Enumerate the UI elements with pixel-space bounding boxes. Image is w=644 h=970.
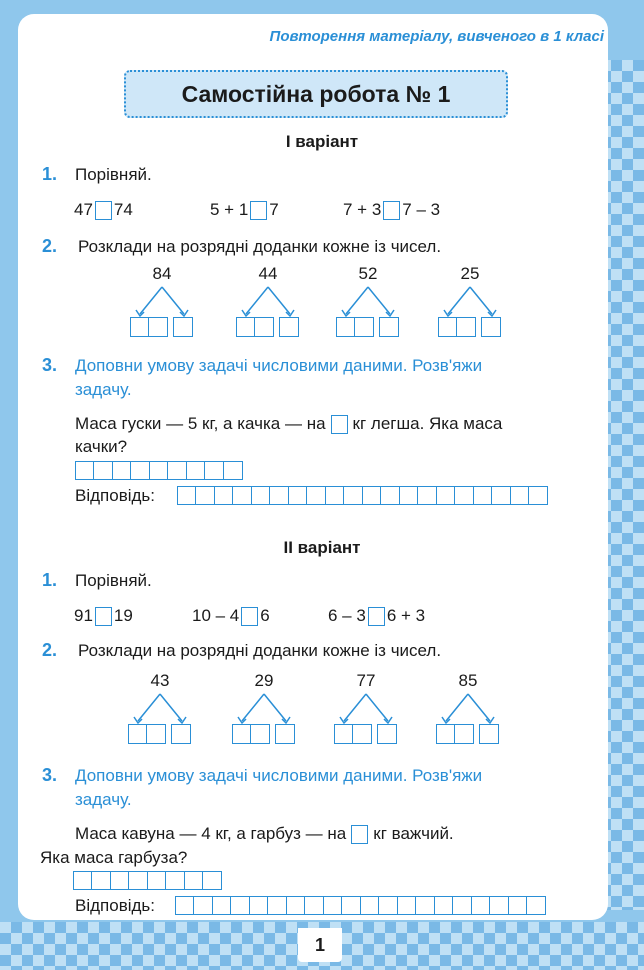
v1-task1-text: Порівняй.: [75, 165, 152, 184]
answer-cell[interactable]: [360, 896, 380, 915]
compare-box[interactable]: [368, 607, 385, 626]
answer-cell[interactable]: [452, 896, 472, 915]
arrows-icon: [328, 284, 408, 318]
answer-cell[interactable]: [148, 317, 168, 337]
v2-task2-text: Розклади на розрядні доданки кожне із чисел.: [78, 641, 442, 660]
answer-cell[interactable]: [397, 896, 417, 915]
answer-cell[interactable]: [325, 486, 345, 505]
answer-cell[interactable]: [473, 486, 493, 505]
problem-blank-box[interactable]: [331, 415, 348, 434]
answer-cell[interactable]: [526, 896, 546, 915]
compare-box[interactable]: [250, 201, 267, 220]
decomposition-number: 43: [150, 671, 170, 690]
problem-text-part1: Маса гуски — 5 кг, а качка — на: [75, 414, 326, 433]
answer-cell[interactable]: [288, 486, 308, 505]
answer-cell[interactable]: [232, 486, 252, 505]
answer-cell[interactable]: [269, 486, 289, 505]
decomposition-number: 84: [152, 264, 172, 283]
v2-task3-number: 3.: [42, 765, 58, 785]
answer-cell[interactable]: [399, 486, 419, 505]
v1-compare-3: [343, 200, 440, 220]
problem-text-part2: кг важчий.: [373, 824, 454, 843]
compare-left: 47: [74, 200, 93, 219]
decomposition-number: 29: [254, 671, 274, 690]
answer-cell[interactable]: [528, 486, 548, 505]
v1-task3-text-line2: задачу.: [75, 380, 132, 399]
variant-1-heading: I варіант: [285, 132, 359, 151]
answer-cell[interactable]: [481, 317, 501, 337]
answer-cell[interactable]: [230, 896, 250, 915]
v2-problem-line1: [75, 824, 454, 844]
v2-compare-3: [328, 606, 425, 626]
answer-cell[interactable]: [232, 724, 252, 744]
compare-right: 7: [269, 200, 279, 219]
compare-left: 5 + 1: [210, 200, 249, 219]
arrows-icon: [224, 691, 304, 725]
answer-cell[interactable]: [165, 871, 185, 890]
page-title: Самостійна робота № 1: [124, 70, 508, 118]
arrows-icon: [228, 284, 308, 318]
answer-cell[interactable]: [214, 486, 234, 505]
v1-compare-1: [74, 200, 133, 220]
answer-cell[interactable]: [147, 871, 167, 890]
answer-cell[interactable]: [251, 486, 271, 505]
v2-decomposition-2: [224, 671, 304, 744]
answer-cell[interactable]: [204, 461, 224, 480]
compare-box[interactable]: [95, 201, 112, 220]
answer-cell[interactable]: [436, 724, 456, 744]
answer-cell[interactable]: [254, 317, 274, 337]
answer-cell[interactable]: [175, 896, 195, 915]
v1-task2-number: 2.: [42, 236, 58, 256]
answer-cell[interactable]: [171, 724, 191, 744]
answer-cell[interactable]: [362, 486, 382, 505]
answer-cell[interactable]: [380, 486, 400, 505]
answer-cell[interactable]: [275, 724, 295, 744]
page-number: 1: [298, 928, 342, 962]
v2-problem-line2: Яка маса гарбуза?: [40, 848, 188, 867]
v1-answer-cells: [178, 486, 548, 505]
answer-cell[interactable]: [456, 317, 476, 337]
v2-task3-text-line2: задачу.: [75, 790, 132, 809]
arrows-icon: [326, 691, 406, 725]
compare-box[interactable]: [383, 201, 400, 220]
arrows-icon: [430, 284, 510, 318]
answer-cell[interactable]: [146, 724, 166, 744]
answer-cell[interactable]: [110, 871, 130, 890]
v1-decomposition-3: [328, 264, 408, 337]
answer-cell[interactable]: [112, 461, 132, 480]
v1-task3-text-line1: Доповни умову задачі числовими даними. Розв'яжи: [75, 356, 483, 375]
answer-cell[interactable]: [415, 896, 435, 915]
answer-cell[interactable]: [471, 896, 491, 915]
answer-cell[interactable]: [304, 896, 324, 915]
answer-cell[interactable]: [130, 461, 150, 480]
answer-cell[interactable]: [323, 896, 343, 915]
answer-cell[interactable]: [489, 896, 509, 915]
answer-cell[interactable]: [479, 724, 499, 744]
answer-cell[interactable]: [454, 486, 474, 505]
compare-left: 7 + 3: [343, 200, 382, 219]
v2-task1-number: 1.: [42, 570, 58, 590]
answer-cell[interactable]: [75, 461, 95, 480]
answer-cell[interactable]: [212, 896, 232, 915]
arrows-icon: [120, 691, 200, 725]
v2-decomposition-4: [428, 671, 508, 744]
v1-task1-number: 1.: [42, 164, 58, 184]
v2-solution-cells: [74, 871, 222, 890]
v2-compare-1: [74, 606, 133, 626]
answer-cell[interactable]: [202, 871, 222, 890]
answer-cell[interactable]: [91, 871, 111, 890]
answer-cell[interactable]: [279, 317, 299, 337]
decomposition-number: 44: [258, 264, 278, 283]
answer-cell[interactable]: [173, 317, 193, 337]
answer-cell[interactable]: [510, 486, 530, 505]
v2-task2-number: 2.: [42, 640, 58, 660]
answer-cell[interactable]: [436, 486, 456, 505]
answer-cell[interactable]: [377, 724, 397, 744]
answer-cell[interactable]: [149, 461, 169, 480]
v1-problem-line1: [75, 414, 502, 434]
v1-compare-2: [210, 200, 279, 220]
v2-answer-label: Відповідь:: [75, 896, 156, 915]
answer-cell[interactable]: [223, 461, 243, 480]
compare-left: 6 – 3: [328, 606, 366, 625]
v1-answer-label: Відповідь:: [75, 486, 156, 505]
answer-cell[interactable]: [286, 896, 306, 915]
answer-cell[interactable]: [167, 461, 187, 480]
decomposition-number: 25: [460, 264, 480, 283]
answer-cell[interactable]: [336, 317, 356, 337]
v2-task1-text: Порівняй.: [75, 571, 152, 590]
compare-right: 19: [113, 606, 133, 625]
v1-task2-text: Розклади на розрядні доданки кожне із чисел.: [78, 237, 442, 256]
answer-cell[interactable]: [128, 724, 148, 744]
problem-blank-box[interactable]: [351, 825, 368, 844]
compare-right: 6 + 3: [386, 606, 426, 625]
v1-decomposition-1: [122, 264, 202, 337]
answer-cell[interactable]: [354, 317, 374, 337]
answer-cell[interactable]: [130, 317, 150, 337]
arrows-icon: [122, 284, 202, 318]
answer-cell[interactable]: [454, 724, 474, 744]
answer-cell[interactable]: [249, 896, 269, 915]
v1-task3-number: 3.: [42, 355, 58, 375]
decomposition-number: 52: [358, 264, 378, 283]
v2-answer-cells: [176, 896, 546, 915]
answer-cell[interactable]: [186, 461, 206, 480]
v2-decomposition-1: [120, 671, 200, 744]
answer-cell[interactable]: [73, 871, 93, 890]
answer-cell[interactable]: [508, 896, 528, 915]
variant-2-heading: II варіант: [283, 538, 361, 557]
answer-cell[interactable]: [306, 486, 326, 505]
answer-cell[interactable]: [379, 317, 399, 337]
answer-cell[interactable]: [184, 871, 204, 890]
v2-task3-text-line1: Доповни умову задачі числовими даними. Розв'яжи: [75, 766, 483, 785]
compare-left: 10 – 4: [192, 606, 240, 625]
answer-cell[interactable]: [417, 486, 437, 505]
answer-cell[interactable]: [93, 461, 113, 480]
v1-decomposition-4: [430, 264, 510, 337]
compare-right: 74: [113, 200, 133, 219]
answer-cell[interactable]: [193, 896, 213, 915]
answer-cell[interactable]: [434, 896, 454, 915]
v2-decomposition-3: [326, 671, 406, 744]
problem-text-part1: Маса кавуна — 4 кг, а гарбуз — на: [75, 824, 347, 843]
page-header: Повторення матеріалу, вивченого в 1 класі: [269, 28, 604, 45]
compare-right: 7 – 3: [402, 200, 441, 219]
v1-decomposition-2: [228, 264, 308, 337]
answer-cell[interactable]: [438, 317, 458, 337]
problem-text-part2: кг легша. Яка маса: [352, 414, 503, 433]
answer-cell[interactable]: [236, 317, 256, 337]
decomposition-number: 85: [458, 671, 478, 690]
answer-cell[interactable]: [378, 896, 398, 915]
answer-cell[interactable]: [341, 896, 361, 915]
answer-cell[interactable]: [267, 896, 287, 915]
arrows-icon: [428, 691, 508, 725]
v1-problem-line2: качки?: [75, 437, 128, 456]
decomposition-number: 77: [356, 671, 376, 690]
answer-cell[interactable]: [128, 871, 148, 890]
v2-compare-2: [192, 606, 270, 626]
compare-box[interactable]: [95, 607, 112, 626]
v1-solution-cells: [76, 461, 243, 480]
answer-cell[interactable]: [491, 486, 511, 505]
answer-cell[interactable]: [334, 724, 354, 744]
compare-right: 6: [260, 606, 270, 625]
answer-cell[interactable]: [177, 486, 197, 505]
answer-cell[interactable]: [250, 724, 270, 744]
answer-cell[interactable]: [352, 724, 372, 744]
answer-cell[interactable]: [195, 486, 215, 505]
compare-left: 91: [74, 606, 93, 625]
answer-cell[interactable]: [343, 486, 363, 505]
compare-box[interactable]: [241, 607, 258, 626]
